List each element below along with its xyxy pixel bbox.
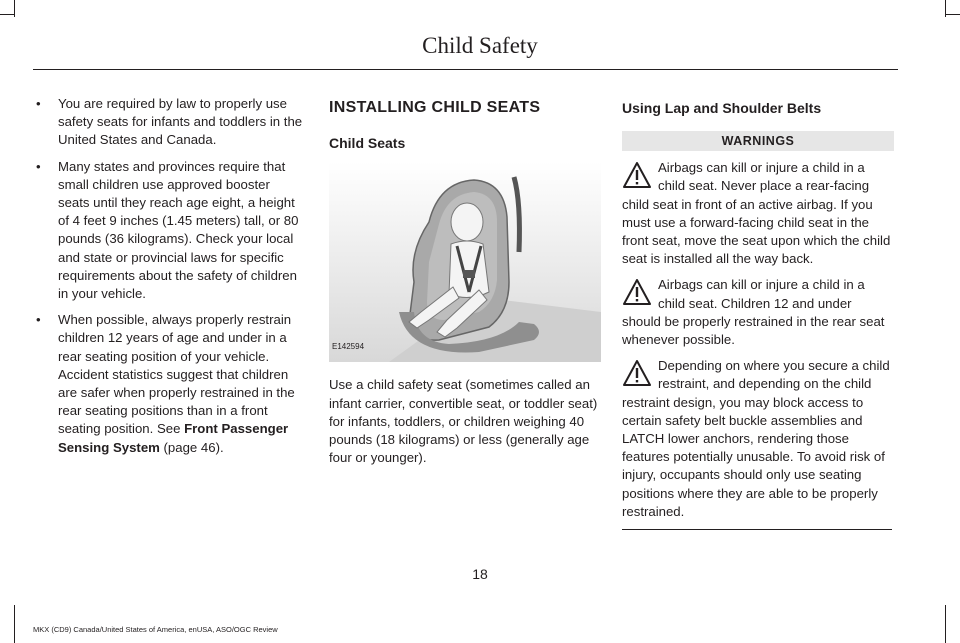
warning-text: Airbags can kill or injure a child in a child seat. Children 12 and under should be properly restrained in the rear seat whenever possible. — [622, 277, 885, 348]
page-number: 18 — [472, 566, 488, 582]
crop-mark — [945, 605, 946, 643]
crop-mark — [14, 0, 15, 17]
page-reference: (page 46). — [159, 439, 224, 455]
warning-triangle-icon — [622, 359, 652, 387]
crop-mark — [0, 14, 14, 15]
bullet-icon: • — [36, 96, 41, 111]
bullet-icon: • — [36, 158, 41, 174]
list-item — [32, 311, 304, 457]
child-seat-icon — [329, 162, 601, 362]
header-divider — [33, 69, 898, 70]
warning-text: Depending on where you secure a child restraint, and depending on the child restraint design, you may block access to certain safety belt buckle assemblies and LATCH lower anchors, rendering those features potentially unusable. To avoid risk of injury, occupants should only use seating positions where they are able to be properly restrained. — [622, 358, 890, 519]
body-text: Use a child safety seat (sometimes called an infant carrier, convertible seat, or toddler seat) for infants, toddlers, or children weighing 40 pounds (18 kilograms) or less (generally age four or younger). — [329, 377, 598, 466]
bullet-text: Many states and provinces require that small children use approved booster seats until they reach age eight, a height of 4 feet 9 inches (1.45 meters) tall, or 80 pounds (36 kilograms). Check your local and state or provincial laws for specific requirements about the safety of children in your vehicle. — [58, 158, 299, 302]
warning-item — [622, 276, 894, 349]
warning-triangle-icon — [622, 161, 652, 189]
cross-reference-link[interactable]: Front Passenger Sensing System — [58, 421, 289, 455]
bullet-icon: • — [36, 312, 41, 328]
subsection-heading: Using Lap and Shoulder Belts — [622, 100, 822, 116]
crop-mark — [14, 605, 15, 643]
bullet-list — [32, 95, 304, 457]
warnings-header: WARNINGS — [622, 131, 894, 151]
subsection-heading: Child Seats — [329, 135, 406, 152]
bullet-text: You are required by law to properly use safety seats for infants and toddlers in the United States and Canada. — [58, 96, 303, 148]
warning-text: Airbags can kill or injure a child in a child seat. Never place a rear-facing child seat in front of an active airbag. If you must use a forward-facing child seat in the front seat, move the seat upon which the child seat is installed all the way back. — [622, 160, 891, 267]
warning-triangle-icon — [622, 278, 652, 306]
section-heading: INSTALLING CHILD SEATS — [329, 99, 541, 116]
warnings-end-divider — [622, 529, 892, 530]
child-seat-illustration — [329, 162, 601, 362]
column-left — [32, 95, 304, 465]
column-middle — [329, 95, 601, 467]
list-item — [32, 95, 304, 150]
column-right — [622, 95, 894, 530]
warning-item — [622, 357, 894, 521]
list-item — [32, 158, 304, 304]
bullet-text: When possible, always properly restrain children 12 years of age and under in a rear seating position of your vehicle. Accident statistics suggest that children are safer when properly restrained in the rear seating positions than in a front seating position. See — [58, 312, 295, 437]
crop-mark — [946, 14, 960, 15]
warning-item — [622, 159, 894, 268]
footer-text: MKX (CD9) Canada/United States of America, enUSA, ASO/OGC Review — [33, 625, 278, 634]
figure-id: E142594 — [332, 342, 365, 352]
page-title: Child Safety — [422, 33, 538, 58]
